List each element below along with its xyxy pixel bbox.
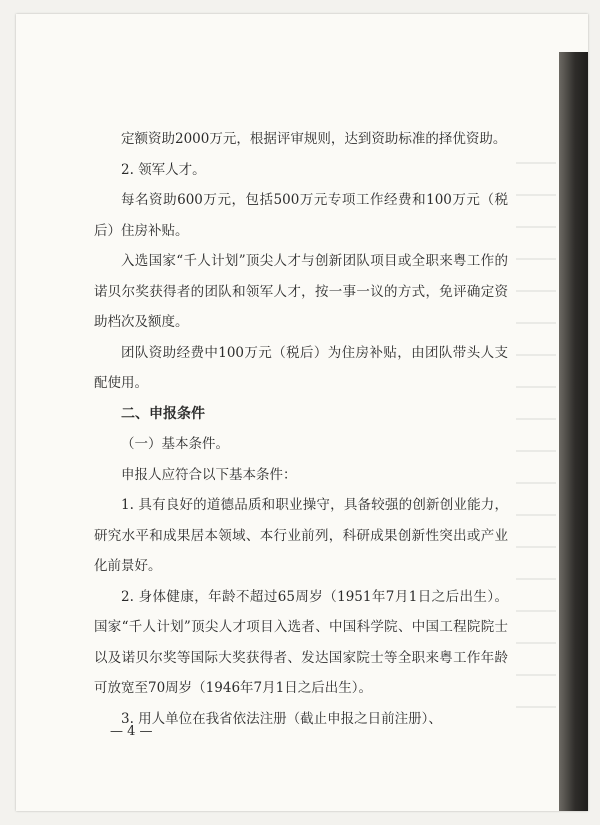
document-body xyxy=(94,124,508,734)
condition-item-3: 3. 用人单位在我省依法注册（截止申报之日前注册）、 xyxy=(121,710,442,727)
scan-bleed-through xyxy=(516,134,556,734)
scan-edge-shadow xyxy=(559,52,588,811)
paragraph-leading-talent-heading: 2. 领军人才。 xyxy=(121,161,206,178)
subsection-basic-conditions: （一）基本条件。 xyxy=(121,436,229,452)
condition-item-2: 2. 身体健康，年龄不超过65周岁（1951年7月1日之后出生）。国家“千人计划”顶尖人才项目入选者、中国科学院、中国工程院院士以及诺贝尔奖等国际大奖获得者、发达国家院士等全职来粤工作年龄可放宽至70周岁（1946年7月1日之后出生）。 xyxy=(94,588,508,696)
condition-item-1: 1. 具有良好的道德品质和职业操守，具备较强的创新创业能力，研究水平和成果居本领域、本行业前列，科研成果创新性突出或产业化前景好。 xyxy=(94,497,508,574)
page-number: — 4 — xyxy=(110,724,153,739)
paragraph-leading-talent-funding: 每名资助600万元，包括500万元专项工作经费和100万元（税后）住房补贴。 xyxy=(94,192,508,239)
paragraph-conditions-intro: 申报人应符合以下基本条件： xyxy=(121,466,297,483)
paragraph-housing-subsidy: 团队资助经费中100万元（税后）为住房补贴，由团队带头人支配使用。 xyxy=(94,344,508,391)
paragraph-exemption-rule: 入选国家“千人计划”顶尖人才与创新团队项目或全职来粤工作的诺贝尔奖获得者的团队和领军人才，按一事一议的方式，免评确定资助档次及额度。 xyxy=(94,253,508,330)
section-heading-conditions: 二、申报条件 xyxy=(121,405,205,422)
paragraph-funding-fixed: 定额资助2000万元，根据评审规则，达到资助标准的择优资助。 xyxy=(121,131,507,147)
